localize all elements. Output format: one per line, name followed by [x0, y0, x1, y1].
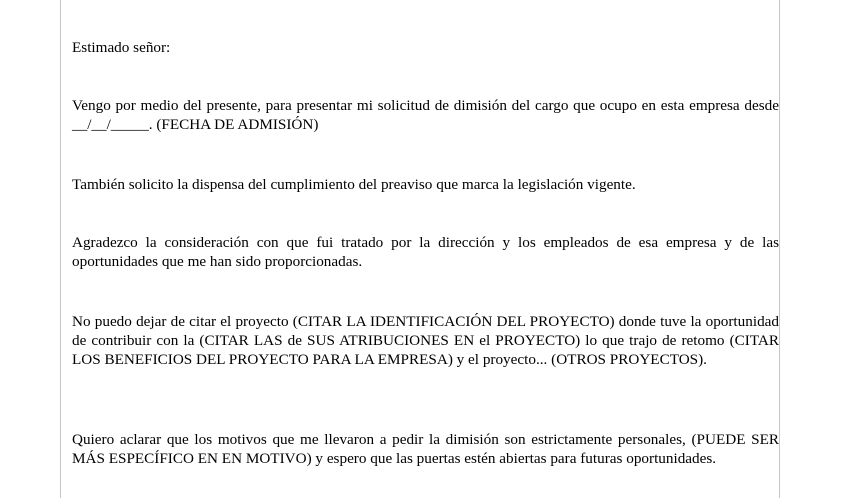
paragraph-reasons: Quiero aclarar que los motivos que me llevaron a pedir la dimisión son estrictamente personales, (PUEDE SER MÁS ESPECÍFICO EN EN MOTIVO) y espero que las puertas estén abiertas para futuras oportunidades. — [72, 431, 779, 467]
paragraph-gratitude: Agradezco la consideración con que fui tratado por la dirección y los empleados de esa empresa y de las oportunidades que me han sido proporcionadas. — [72, 234, 779, 270]
document-page — [60, 0, 780, 498]
paragraph-project: No puedo dejar de citar el proyecto (CITAR LA IDENTIFICACIÓN DEL PROYECTO) donde tuve la oportunidad de contribuir con la (CITAR LAS de SUS ATRIBUCIONES EN el PROYECTO) lo que trajo de retomo (CITAR LOS BENEFICIOS DEL PROYECTO PARA LA EMPRESA) y el proyecto... (OTROS PROYECTOS). — [72, 313, 779, 368]
paragraph-notice-waiver: También solicito la dispensa del cumplimiento del preaviso que marca la legislación vigente. — [72, 176, 636, 193]
paragraph-resignation-request: Vengo por medio del presente, para presentar mi solicitud de dimisión del cargo que ocupo en esta empresa desde __/__/_____. (FECHA DE ADMISIÓN) — [72, 97, 779, 133]
greeting: Estimado señor: — [72, 39, 171, 56]
